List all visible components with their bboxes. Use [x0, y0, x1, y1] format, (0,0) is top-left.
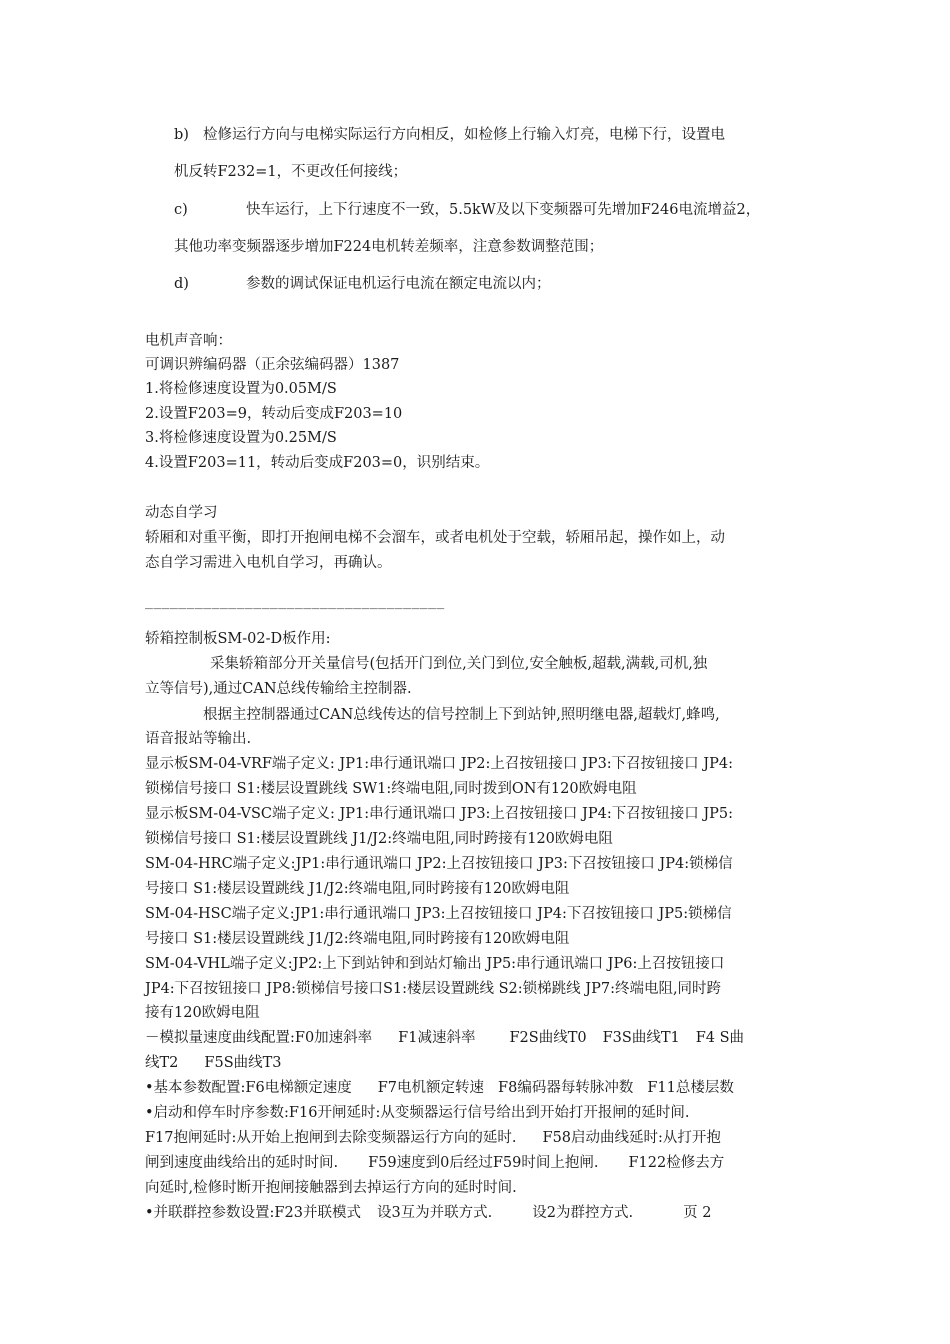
param-text: －模拟量速度曲线配置:F0加速斜率: [145, 1030, 373, 1046]
param-timing: •启动和停车时序参数:F16开闸延时:从变频器运行信号给出到开始打开报闸的延时间.: [145, 1105, 690, 1121]
list-marker-c: c): [174, 202, 188, 218]
param-text: F3S曲线T1: [602, 1030, 680, 1046]
param-text: F122检修去方: [628, 1155, 725, 1171]
param-analog-speed-cont: [145, 1056, 282, 1071]
param-text: F59速度到0后经过F59时间上抱闸.: [368, 1155, 599, 1171]
page-number: 页 2: [683, 1205, 712, 1221]
list-item-c-line1: 快车运行，上下行速度不一致，5.5kW及以下变频器可先增加F246电流增益2，: [246, 202, 761, 218]
terminal-definition: SM-04-HRC端子定义:JP1:串行通讯端口 JP2:上召按钮接口 JP3:下召按钮接口 JP4:锁梯信: [145, 856, 733, 872]
list-item-b-line1: 检修运行方向与电梯实际运行方向相反，如检修上行输入灯亮，电梯下行，设置电: [203, 127, 725, 143]
terminal-definition: SM-04-HSC端子定义:JP1:串行通讯端口 JP3:上召按钮接口 JP4:下召按钮接口 JP5:锁梯信: [145, 906, 732, 922]
param-text: F2S曲线T0: [509, 1030, 587, 1046]
car-board-title: 轿箱控制板SM-02-D板作用:: [145, 631, 331, 647]
section-divider: ____________________________________: [145, 595, 445, 610]
terminal-definition: 显示板SM-04-VSC端子定义: JP1:串行通讯端口 JP3:上召按钮接口 JP4:下召按钮接口 JP5:: [145, 806, 734, 822]
param-text: 设3互为并联方式.: [376, 1205, 493, 1221]
list-item-b-line2: 机反转F232=1，不更改任何接线；: [174, 164, 408, 180]
car-board-paragraph: 根据主控制器通过CAN总线传达的信号控制上下到站钟,照明继电器,超载灯,蜂鸣,: [203, 707, 720, 723]
param-text: F5S曲线T3: [204, 1055, 282, 1071]
param-timing: [145, 1131, 721, 1146]
motor-noise-step: 4.设置F203=11，转动后变成F203=0，识别结束。: [145, 455, 490, 471]
motor-noise-step: 3.将检修速度设置为0.25M/S: [145, 430, 337, 446]
param-basic: [145, 1081, 734, 1096]
terminal-definition: JP4:下召按钮接口 JP8:锁梯信号接口S1:楼层设置跳线 S2:锁梯跳线 JP7:终端电阻,同时跨: [145, 981, 722, 997]
motor-noise-heading: 电机声音响：: [145, 333, 232, 349]
car-board-paragraph: 语音报站等输出.: [145, 731, 252, 747]
param-text: F58启动曲线延时:从打开抱: [542, 1130, 721, 1146]
list-item-c-line2: 其他功率变频器逐步增加F224电机转差频率，注意参数调整范围；: [174, 239, 604, 255]
param-text: F8编码器每转脉冲数: [498, 1080, 634, 1096]
param-text: •基本参数配置:F6电梯额定速度: [145, 1080, 352, 1096]
terminal-definition: 显示板SM-04-VRF端子定义: JP1:串行通讯端口 JP2:上召按钮接口 JP3:下召按钮接口 JP4:: [145, 756, 733, 772]
terminal-definition: 锁梯信号接口 S1:楼层设置跳线 J1/J2:终端电阻,同时跨接有120欧姆电阻: [145, 831, 613, 847]
param-text: F11总楼层数: [647, 1080, 734, 1096]
terminal-definition: 号接口 S1:楼层设置跳线 J1/J2:终端电阻,同时跨接有120欧姆电阻: [145, 881, 570, 897]
param-group-control: [145, 1206, 711, 1221]
param-text: F4 S曲: [695, 1030, 745, 1046]
terminal-definition: 号接口 S1:楼层设置跳线 J1/J2:终端电阻,同时跨接有120欧姆电阻: [145, 931, 570, 947]
motor-noise-subheading: 可调识辨编码器（正余弦编码器）1387: [145, 357, 400, 373]
terminal-definition: SM-04-VHL端子定义:JP2:上下到站钟和到站灯输出 JP5:串行通讯端口 JP6:上召按钮接口: [145, 956, 725, 972]
param-text: F7电机额定转速: [377, 1080, 485, 1096]
param-timing: [145, 1156, 724, 1171]
param-text: 设2为群控方式.: [532, 1205, 634, 1221]
param-text: F1减速斜率: [398, 1030, 476, 1046]
param-analog-speed: [145, 1031, 744, 1046]
list-marker-d: d): [174, 276, 189, 292]
dynamic-learning-line: 态自学习需进入电机自学习，再确认。: [145, 555, 392, 571]
car-board-paragraph: 采集轿箱部分开关量信号(包括开门到位,关门到位,安全触板,超载,满载,司机,独: [210, 656, 708, 672]
param-text: 闸到速度曲线给出的延时时间.: [145, 1155, 339, 1171]
dynamic-learning-line: 轿厢和对重平衡，即打开抱闸电梯不会溜车，或者电机处于空载，轿厢吊起，操作如上，动: [145, 530, 725, 546]
param-text: F17抱闸延时:从开始上抱闸到去除变频器运行方向的延时.: [145, 1130, 517, 1146]
dynamic-learning-heading: 动态自学习: [145, 505, 218, 521]
motor-noise-step: 1.将检修速度设置为0.05M/S: [145, 381, 337, 397]
terminal-definition: 锁梯信号接口 S1:楼层设置跳线 SW1:终端电阻,同时拨到ON有120欧姆电阻: [145, 781, 637, 797]
param-text: •并联群控参数设置:F23并联模式: [145, 1205, 361, 1221]
param-timing: 向延时,检修时断开抱闸接触器到去掉运行方向的延时时间.: [145, 1180, 517, 1196]
terminal-definition: 接有120欧姆电阻: [145, 1005, 260, 1021]
list-item-d-line1: 参数的调试保证电机运行电流在额定电流以内；: [246, 276, 551, 292]
car-board-paragraph: 立等信号),通过CAN总线传输给主控制器.: [145, 681, 412, 697]
motor-noise-step: 2.设置F203=9，转动后变成F203=10: [145, 406, 403, 422]
list-marker-b: b): [174, 127, 189, 143]
param-text: 线T2: [145, 1055, 179, 1071]
